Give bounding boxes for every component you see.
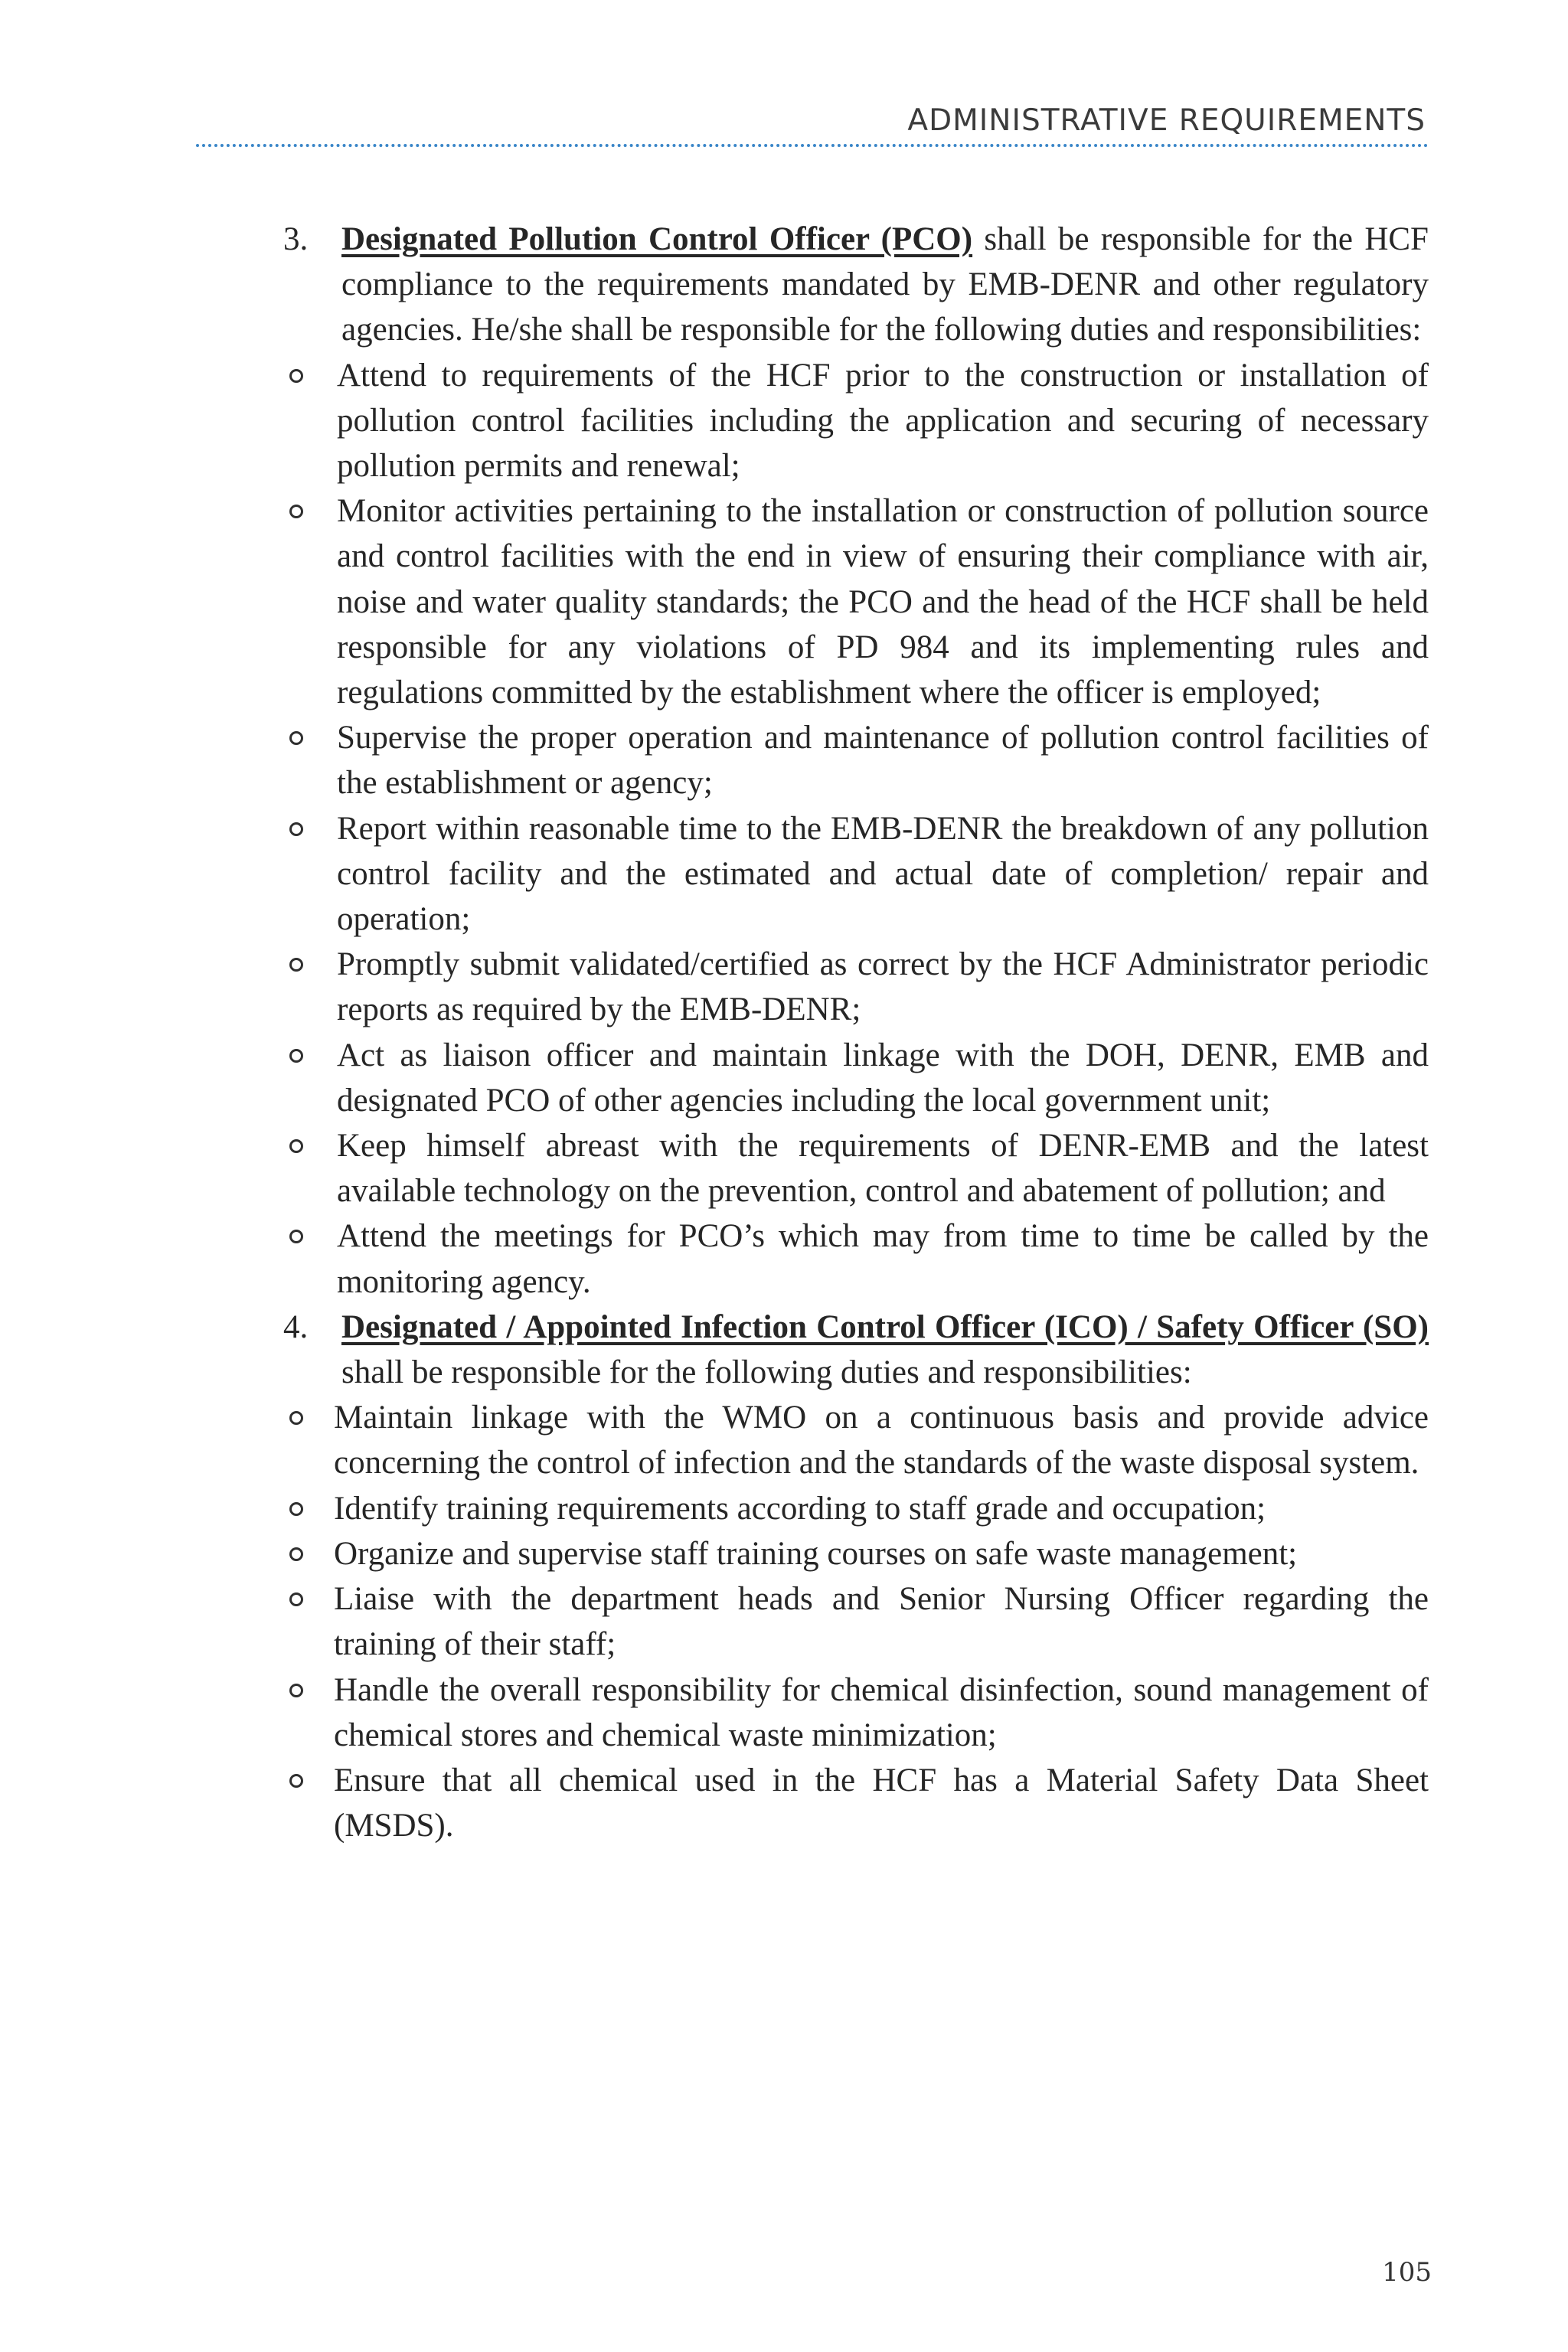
circle-bullet-icon bbox=[289, 1592, 303, 1606]
circle-bullet-icon bbox=[289, 731, 303, 745]
list-item-text: Maintain linkage with the WMO on a continuous basis and provide advice concerning the control of infection and the standards of the waste disposal system. bbox=[334, 1400, 1429, 1481]
list-item-text: Monitor activities pertaining to the installation or construction of pollution source and control facilities with the end in view of ensuring their compliance with air, noise and water quality standards; the PCO and the head of the HCF shall be held responsible for any violations of PD 984 and its implementing rules and regulations committed by the establishment where the officer is employed; bbox=[337, 493, 1429, 711]
list-item-text: Handle the overall responsibility for chemical disinfection, sound management of chemical stores and chemical waste minimization; bbox=[334, 1671, 1429, 1753]
list-item-text: Ensure that all chemical used in the HCF has a Material Safety Data Sheet (MSDS). bbox=[334, 1762, 1429, 1844]
section-intro-text: shall be responsible for the following duties and responsibilities: bbox=[341, 1354, 1192, 1391]
running-header bbox=[196, 90, 1429, 147]
circle-bullet-icon bbox=[289, 1139, 303, 1153]
list-item bbox=[283, 1486, 1429, 1531]
page-content bbox=[283, 217, 1429, 1848]
page-number: 105 bbox=[1382, 2257, 1432, 2288]
list-item-text: Identify training requirements according to staff grade and occupation; bbox=[334, 1490, 1266, 1527]
list-item bbox=[283, 1576, 1429, 1667]
section-heading: Designated / Appointed Infection Control Officer (ICO) / Safety Officer (SO) bbox=[341, 1308, 1429, 1345]
list-item-text: Act as liaison officer and maintain linkage with the DOH, DENR, EMB and designated PCO of other agencies including the local government unit; bbox=[337, 1037, 1429, 1119]
section-number: 4. bbox=[283, 1308, 309, 1345]
ico-duties-list bbox=[283, 1395, 1429, 1848]
list-item bbox=[283, 1033, 1429, 1123]
section-intro-text: shall be responsible for the HCF compliance to the requirements mandated by EMB-DENR and other regulatory agencies. He/she shall be responsible for the following duties and responsibilities: bbox=[341, 221, 1429, 348]
header-title: ADMINISTRATIVE REQUIREMENTS bbox=[907, 103, 1426, 138]
circle-bullet-icon bbox=[289, 1502, 303, 1516]
circle-bullet-icon bbox=[289, 1230, 303, 1243]
list-item bbox=[283, 1214, 1429, 1304]
circle-bullet-icon bbox=[289, 1547, 303, 1561]
section-4 bbox=[283, 1305, 1429, 1395]
circle-bullet-icon bbox=[289, 1411, 303, 1425]
circle-bullet-icon bbox=[289, 369, 303, 383]
pco-duties-list bbox=[283, 353, 1429, 1305]
list-item bbox=[283, 488, 1429, 715]
section-3 bbox=[283, 217, 1429, 353]
circle-bullet-icon bbox=[289, 1049, 303, 1063]
list-item-text: Attend the meetings for PCO’s which may from time to time be called by the monitoring agency. bbox=[337, 1218, 1429, 1300]
list-item bbox=[283, 715, 1429, 805]
section-intro bbox=[341, 217, 1429, 353]
list-item bbox=[283, 1758, 1429, 1848]
list-item-text: Keep himself abreast with the requirements of DENR-EMB and the latest available technology on the prevention, control and abatement of pollution; and bbox=[337, 1128, 1429, 1210]
list-item bbox=[283, 806, 1429, 942]
list-item-text: Report within reasonable time to the EMB-DENR the breakdown of any pollution control facility and the estimated and actual date of completion/ repair and operation; bbox=[337, 810, 1429, 938]
list-item bbox=[283, 1531, 1429, 1576]
list-item-text: Organize and supervise staff training courses on safe waste management; bbox=[334, 1535, 1298, 1572]
circle-bullet-icon bbox=[289, 1774, 303, 1788]
circle-bullet-icon bbox=[289, 1684, 303, 1697]
circle-bullet-icon bbox=[289, 505, 303, 518]
list-item-text: Promptly submit validated/certified as correct by the HCF Administrator periodic reports as required by the EMB-DENR; bbox=[337, 946, 1429, 1028]
list-item-text: Attend to requirements of the HCF prior to the construction or installation of pollution control facilities including the application and securing of necessary pollution permits and renewal; bbox=[337, 357, 1429, 485]
list-item bbox=[283, 1123, 1429, 1214]
section-heading: Designated Pollution Control Officer (PCO) bbox=[341, 221, 973, 257]
list-item bbox=[283, 353, 1429, 489]
list-item bbox=[283, 1395, 1429, 1485]
circle-bullet-icon bbox=[289, 822, 303, 836]
section-intro bbox=[341, 1305, 1429, 1395]
circle-bullet-icon bbox=[289, 958, 303, 972]
section-number: 3. bbox=[283, 221, 309, 257]
list-item-text: Liaise with the department heads and Senior Nursing Officer regarding the training of their staff; bbox=[334, 1581, 1429, 1663]
list-item bbox=[283, 942, 1429, 1032]
list-item bbox=[283, 1668, 1429, 1758]
list-item-text: Supervise the proper operation and maintenance of pollution control facilities of the establishment or agency; bbox=[337, 720, 1429, 802]
